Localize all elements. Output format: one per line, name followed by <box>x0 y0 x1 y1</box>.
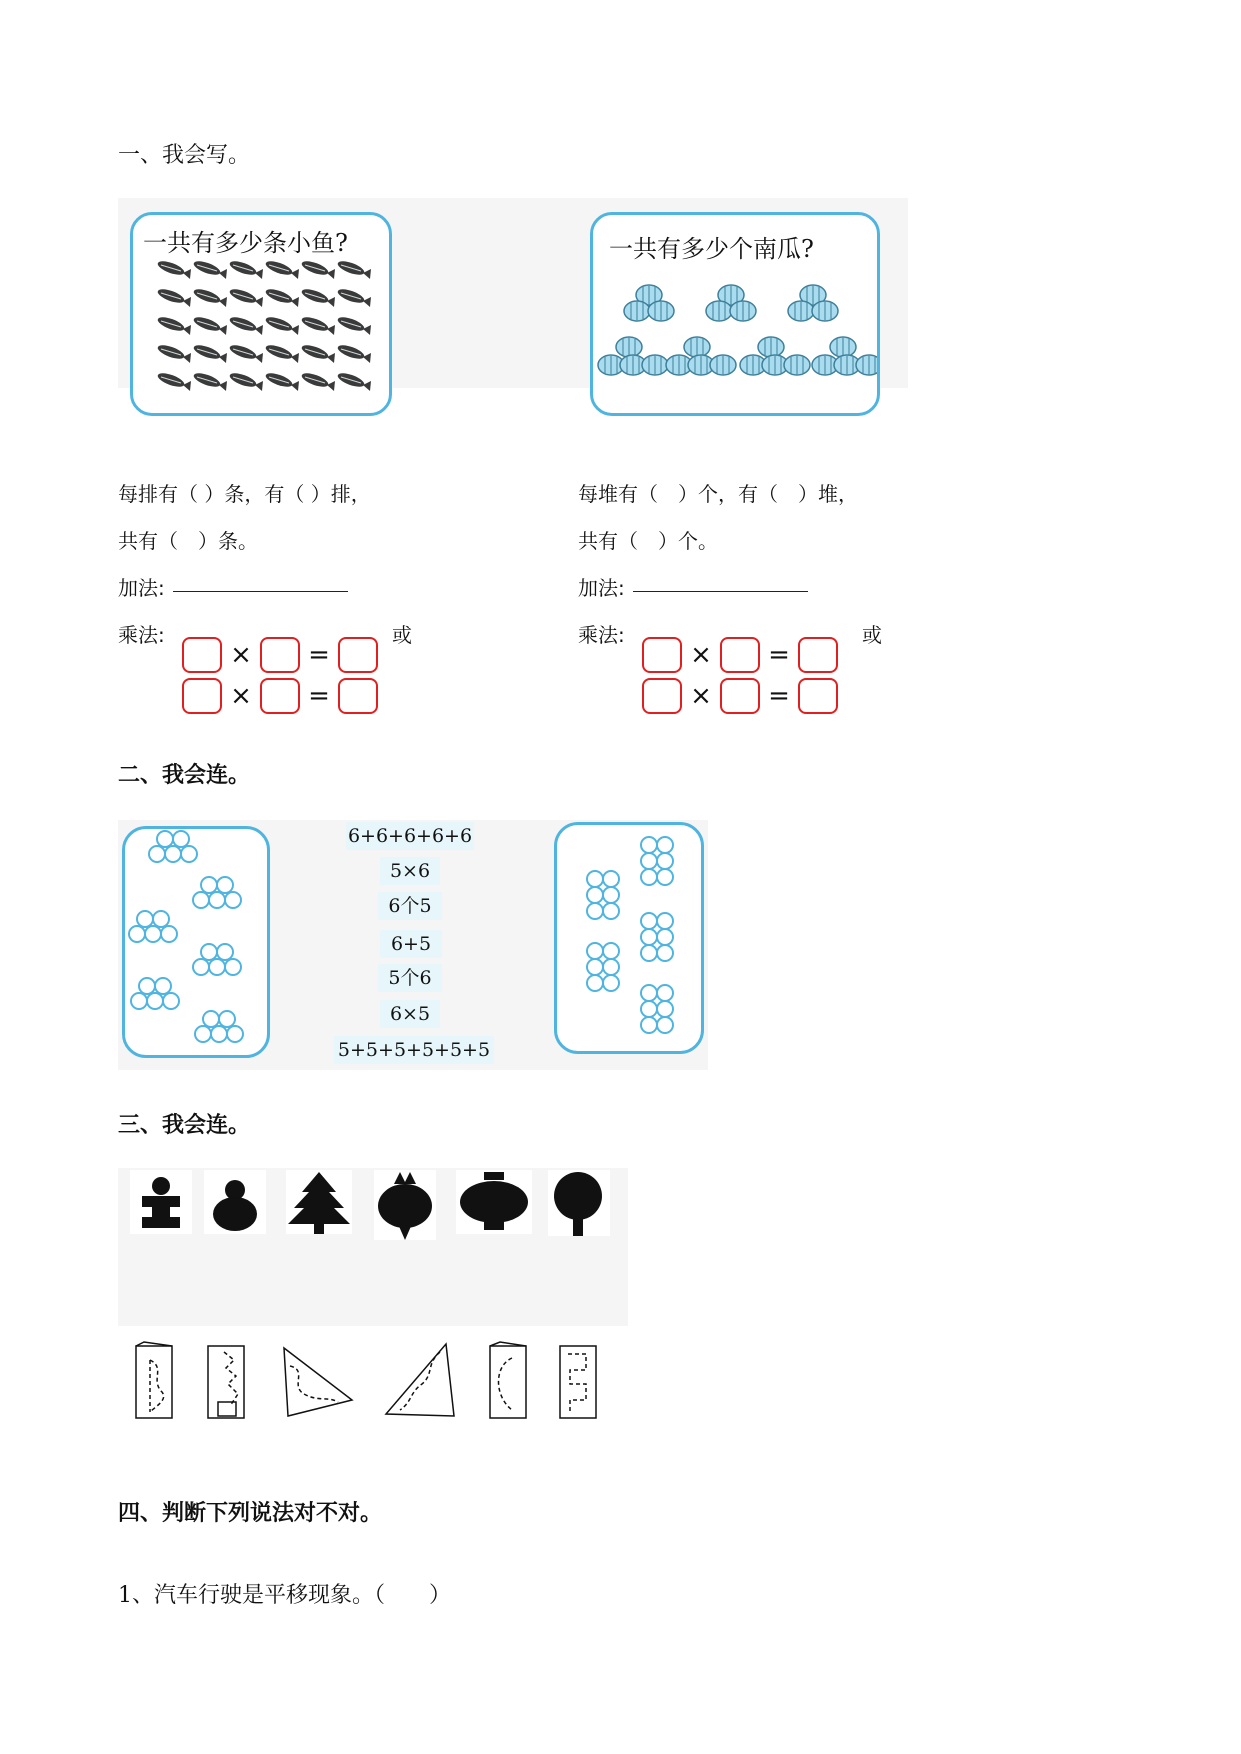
radish-silhouette-icon[interactable] <box>374 1170 436 1240</box>
silhouette-row <box>130 1170 630 1244</box>
fish-line2: 共有（ ）条。 <box>118 529 258 553</box>
round-tree-silhouette-icon[interactable] <box>548 1170 610 1236</box>
left-circles-panel <box>122 826 270 1058</box>
circle-groups-left <box>125 829 267 1055</box>
pumpkin-piles-image <box>597 273 877 393</box>
pumpkin-add-blank[interactable] <box>633 587 808 592</box>
pumpkin-eq1-box3[interactable] <box>798 637 838 673</box>
expression-item[interactable]: 5+5+5+5+5+5 <box>334 1036 494 1064</box>
expression-item[interactable]: 5个6 <box>378 964 442 992</box>
times-sign: × <box>690 640 712 670</box>
judgement-item-1 <box>118 1578 451 1609</box>
equals-sign: = <box>768 640 790 670</box>
pumpkin-or-label: 或 <box>862 623 882 647</box>
fish-add-blank[interactable] <box>173 587 348 592</box>
fish-icons <box>156 259 371 391</box>
folded-paper-3-icon[interactable] <box>490 1342 526 1418</box>
pumpkin-eq1-box1[interactable] <box>642 637 682 673</box>
pumpkin-question: 一共有多少个南瓜? <box>609 235 814 263</box>
fish-eq2-box3[interactable] <box>338 678 378 714</box>
fish-equation-2 <box>182 678 378 714</box>
expression-item[interactable]: 6+6+6+6+6 <box>346 822 474 850</box>
expression-item[interactable]: 6×5 <box>380 1000 440 1028</box>
equals-sign: = <box>308 681 330 711</box>
folded-paper-row <box>128 1340 618 1434</box>
fish-eq2-box1[interactable] <box>182 678 222 714</box>
fish-or-label: 或 <box>392 623 412 647</box>
circle-groups-right <box>557 825 701 1051</box>
fish-eq2-box2[interactable] <box>260 678 300 714</box>
folded-paper-2-icon[interactable] <box>208 1346 244 1418</box>
pumpkin-mul-label: 乘法: <box>578 623 625 647</box>
fish-panel <box>130 212 392 416</box>
right-circles-panel <box>554 822 704 1054</box>
fish-eq1-box3[interactable] <box>338 637 378 673</box>
fish-line1: 每排有（ ）条，有（ ）排， <box>118 482 371 506</box>
folded-triangle-2-icon[interactable] <box>386 1344 454 1416</box>
expression-item[interactable]: 5×6 <box>380 857 440 885</box>
pumpkin-panel <box>590 212 880 416</box>
equals-sign: = <box>308 640 330 670</box>
equals-sign: = <box>768 681 790 711</box>
folded-triangle-1-icon[interactable] <box>284 1348 352 1416</box>
fish-add-label: 加法: <box>118 576 165 600</box>
fish-eq1-box2[interactable] <box>260 637 300 673</box>
fish-question: 一共有多少条小鱼? <box>143 229 348 257</box>
times-sign: × <box>690 681 712 711</box>
person-silhouette-icon[interactable] <box>130 1170 192 1234</box>
fish-eq1-box1[interactable] <box>182 637 222 673</box>
fish-grid-image <box>155 259 375 409</box>
tree-silhouette-icon[interactable] <box>286 1170 352 1234</box>
pumpkin-eq2-box3[interactable] <box>798 678 838 714</box>
lantern-silhouette-icon[interactable] <box>456 1170 532 1234</box>
pumpkin-equation-2 <box>642 678 838 714</box>
times-sign: × <box>230 640 252 670</box>
folded-paper-4-icon[interactable] <box>560 1346 596 1418</box>
item-number: 1 <box>118 1583 132 1608</box>
fish-mul-label: 乘法: <box>118 623 165 647</box>
section2-title: 二、我会连。 <box>118 763 251 788</box>
pumpkin-eq1-box2[interactable] <box>720 637 760 673</box>
gourd-silhouette-icon[interactable] <box>204 1170 266 1234</box>
item-text[interactable]: 、汽车行驶是平移现象。（ ） <box>132 1583 452 1608</box>
pumpkin-equation-1 <box>642 637 838 673</box>
expression-item[interactable]: 6+5 <box>380 930 442 958</box>
pumpkin-eq2-box1[interactable] <box>642 678 682 714</box>
folded-paper-1-icon[interactable] <box>136 1342 172 1418</box>
fish-add-row <box>118 572 348 601</box>
section1-title: 一、我会写。 <box>118 143 251 168</box>
fish-equation-1 <box>182 637 378 673</box>
pumpkin-add-label: 加法: <box>578 576 625 600</box>
pumpkin-line2: 共有（ ）个。 <box>578 529 718 553</box>
times-sign: × <box>230 681 252 711</box>
pumpkin-eq2-box2[interactable] <box>720 678 760 714</box>
expression-item[interactable]: 6个5 <box>378 892 442 920</box>
pumpkin-add-row <box>578 572 808 601</box>
section3-title: 三、我会连。 <box>118 1113 251 1138</box>
pumpkin-line1: 每堆有（ ）个，有（ ）堆， <box>578 482 858 506</box>
section4-title: 四、判断下列说法对不对。 <box>118 1501 383 1526</box>
